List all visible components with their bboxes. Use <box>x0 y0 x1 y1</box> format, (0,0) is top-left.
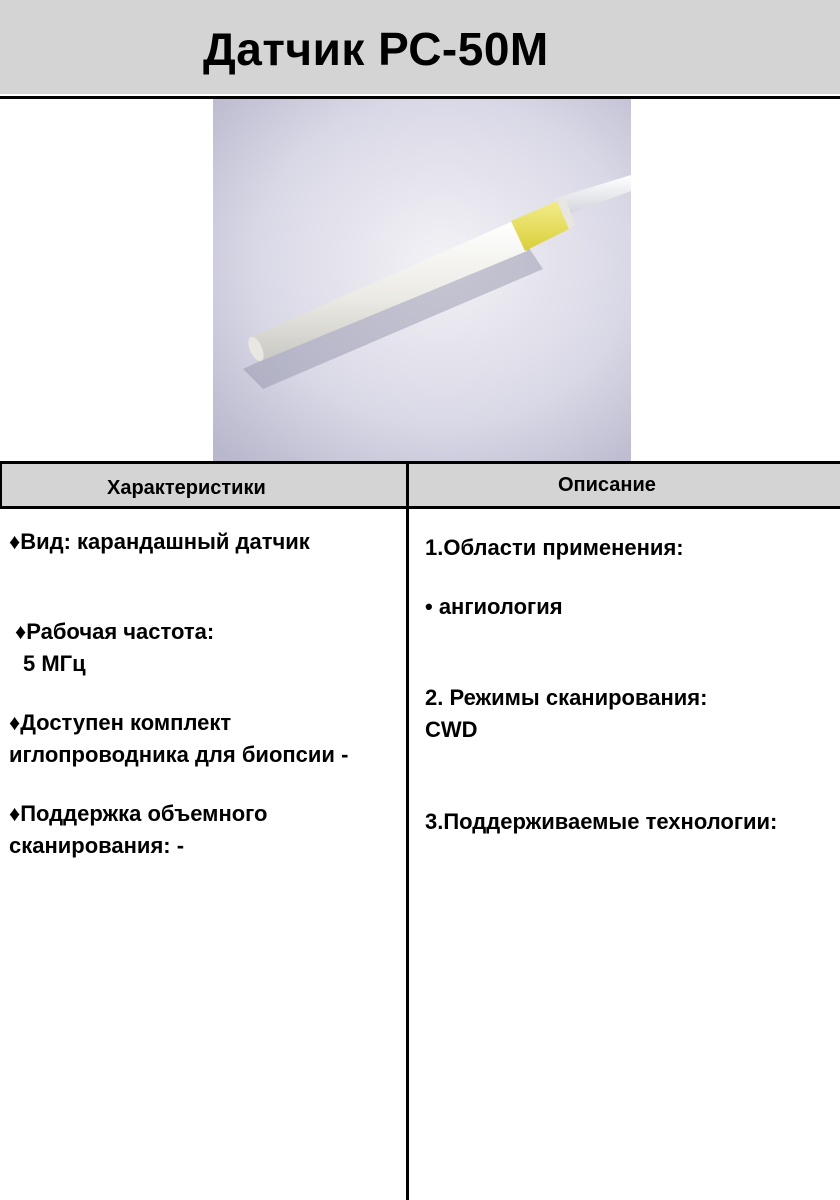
spec-biopsy-kit <box>9 707 348 771</box>
column-divider <box>406 461 409 1200</box>
spec-volume-scan <box>9 798 268 862</box>
technologies-heading: 3.Поддерживаемые технологии: <box>425 809 778 834</box>
scan-modes-heading: 2. Режимы сканирования: <box>425 685 708 710</box>
spec-type <box>9 526 310 558</box>
spec-volume-scan-value: сканирования: - <box>9 833 185 858</box>
probe-photo <box>213 99 631 461</box>
spec-frequency <box>15 616 214 680</box>
scan-modes <box>425 682 707 746</box>
spec-biopsy-kit-value: иглопроводника для биопсии - <box>9 742 349 767</box>
applications-item: • ангиология <box>425 594 563 619</box>
spec-type-text: ♦Вид: карандашный датчик <box>9 529 310 554</box>
spec-volume-scan-label: ♦Поддержка объемного <box>9 801 268 826</box>
scan-modes-value: CWD <box>425 717 478 742</box>
spec-biopsy-kit-label: ♦Доступен комплект <box>9 710 232 735</box>
column-header-characteristics: Характеристики <box>107 477 266 499</box>
spec-frequency-value: 5 МГц <box>23 651 86 676</box>
spec-frequency-label: ♦Рабочая частота: <box>15 619 215 644</box>
applications-heading: 1.Области применения: <box>425 535 684 560</box>
column-header-description: Описание <box>558 474 656 496</box>
page-title: Датчик РС-50М <box>203 23 549 75</box>
table-left-edge <box>0 461 2 509</box>
